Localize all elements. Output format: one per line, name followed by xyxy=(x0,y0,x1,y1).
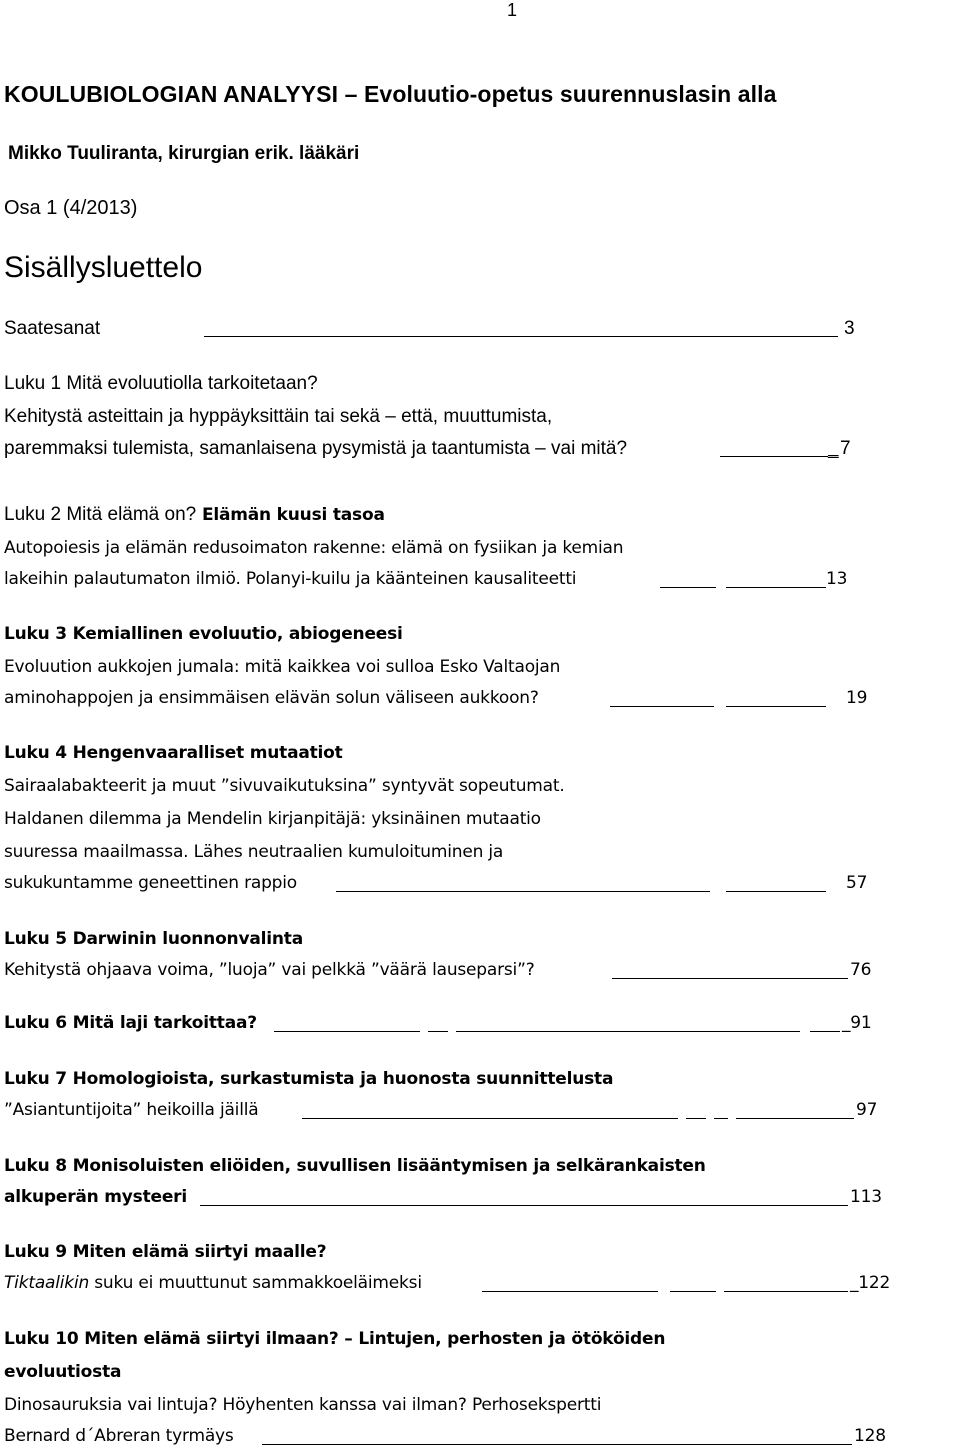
chapter-10-subtitle-line: Bernard d´Abreran tyrmäys xyxy=(4,1426,234,1446)
chapter-7-subtitle-line: ”Asiantuntijoita” heikoilla jäillä xyxy=(4,1100,259,1120)
chapter-1-subtitle-line: Kehitystä asteittain ja hyppäyksittäin tai sekä – että, muuttumista, xyxy=(4,406,553,427)
chapter-5-title[interactable]: Luku 5 Darwinin luonnonvalinta xyxy=(4,929,303,949)
toc-entry-chapter-2[interactable] xyxy=(4,569,884,593)
chapter-10-title[interactable]: Luku 10 Miten elämä siirtyi ilmaan? – Lintujen, perhosten ja ötököiden xyxy=(4,1329,666,1349)
dot-leader xyxy=(736,1100,854,1119)
toc-page-number: 13 xyxy=(826,569,848,589)
dot-leader xyxy=(724,1273,848,1292)
chapter-4-title[interactable]: Luku 4 Hengenvaaralliset mutaatiot xyxy=(4,743,343,763)
dot-leader xyxy=(810,1013,840,1032)
issue-line: Osa 1 (4/2013) xyxy=(4,197,138,219)
dot-leader xyxy=(200,1187,848,1206)
toc-entry-chapter-4[interactable] xyxy=(4,873,884,897)
toc-page-number: _122 xyxy=(850,1273,891,1293)
dot-leader xyxy=(262,1426,852,1445)
toc-page-number: 97 xyxy=(856,1100,878,1120)
toc-page-number: 113 xyxy=(850,1187,882,1207)
dot-leader xyxy=(482,1273,658,1292)
dot-leader xyxy=(610,688,714,707)
dot-leader xyxy=(670,1273,716,1292)
dot-leader xyxy=(336,873,710,892)
toc-entry-chapter-9[interactable] xyxy=(4,1273,891,1297)
chapter-2-title: Luku 2 Mitä elämä on? xyxy=(4,504,197,525)
toc-page-number: _ xyxy=(828,438,839,459)
chapter-5-subtitle-line: Kehitystä ohjaava voima, ”luoja” vai pelkkä ”väärä lauseparsi”? xyxy=(4,960,535,980)
dot-leader xyxy=(686,1100,706,1119)
chapter-10-subtitle-line: Dinosauruksia vai lintuja? Höyhenten kanssa vai ilman? Perhosekspertti xyxy=(4,1395,602,1415)
chapter-2-title-line[interactable] xyxy=(4,503,385,527)
toc-page-number: 76 xyxy=(850,960,872,980)
toc-entry-chapter-10[interactable] xyxy=(4,1426,884,1450)
toc-page-number: 3 xyxy=(844,318,855,339)
chapter-1-subtitle-line: paremmaksi tulemista, samanlaisena pysymistä ja taantumista – vai mitä? xyxy=(4,438,628,459)
toc-entry-chapter-8[interactable] xyxy=(4,1187,884,1211)
chapter-2-subtitle-line: lakeihin palautumaton ilmiö. Polanyi-kuilu ja käänteinen kausaliteetti xyxy=(4,569,577,589)
chapter-1-title[interactable]: Luku 1 Mitä evoluutiolla tarkoitetaan? xyxy=(4,373,318,394)
chapter-3-subtitle-line: Evoluution aukkojen jumala: mitä kaikkea voi sulloa Esko Valtaojan xyxy=(4,657,561,677)
document-title: KOULUBIOLOGIAN ANALYYSI – Evoluutio-opetus suurennuslasin alla xyxy=(4,81,777,107)
dot-leader xyxy=(726,873,826,892)
dot-leader xyxy=(302,1100,678,1119)
chapter-2-title-rest: Elämän kuusi tasoa xyxy=(196,505,385,525)
chapter-7-title[interactable]: Luku 7 Homologioista, surkastumista ja huonosta suunnittelusta xyxy=(4,1069,614,1089)
toc-entry-chapter-3[interactable] xyxy=(4,688,884,712)
chapter-6-title: Luku 6 Mitä laji tarkoittaa? xyxy=(4,1013,257,1033)
chapter-8-title[interactable]: Luku 8 Monisoluisten eliöiden, suvullisen lisääntymisen ja selkärankaisten xyxy=(4,1156,706,1176)
toc-entry-chapter-1[interactable] xyxy=(4,438,884,462)
chapter-4-subtitle-line: Haldanen dilemma ja Mendelin kirjanpitäjä: yksinäinen mutaatio xyxy=(4,809,541,829)
chapter-4-subtitle-line: sukukuntamme geneettinen rappio xyxy=(4,873,297,893)
toc-entry-saatesanat[interactable] xyxy=(4,318,884,342)
page-number: 1 xyxy=(507,0,518,20)
dot-leader xyxy=(660,569,716,588)
chapter-3-title[interactable]: Luku 3 Kemiallinen evoluutio, abiogeneesi xyxy=(4,624,403,644)
dot-leader xyxy=(726,688,826,707)
dot-leader xyxy=(428,1013,448,1032)
toc-entry-label: Saatesanat xyxy=(4,318,101,339)
dot-leader xyxy=(204,318,838,337)
toc-entry-chapter-7[interactable] xyxy=(4,1100,884,1124)
chapter-9-subtitle-line: Tiktaalikin suku ei muuttunut sammakkoeläimeksi xyxy=(4,1273,422,1293)
dot-leader xyxy=(720,438,828,457)
chapter-8-subtitle-line: alkuperän mysteeri xyxy=(4,1187,187,1207)
toc-page-number: 128 xyxy=(854,1426,886,1446)
chapter-9-title[interactable]: Luku 9 Miten elämä siirtyi maalle? xyxy=(4,1242,327,1262)
dot-leader xyxy=(714,1100,728,1119)
chapter-10-title-cont: evoluutiosta xyxy=(4,1362,122,1382)
toc-entry-chapter-5[interactable] xyxy=(4,960,884,984)
chapter-3-subtitle-line: aminohappojen ja ensimmäisen elävän solun väliseen aukkoon? xyxy=(4,688,539,708)
dot-leader xyxy=(274,1013,420,1032)
toc-entry-chapter-6[interactable] xyxy=(4,1013,884,1037)
dot-leader xyxy=(726,569,826,588)
chapter-4-subtitle-line: Sairaalabakteerit ja muut ”sivuvaikutuksina” syntyvät sopeutumat. xyxy=(4,776,565,796)
toc-page-number: _91 xyxy=(842,1013,872,1033)
toc-heading: Sisällysluettelo xyxy=(4,251,203,284)
toc-page-number: 19 xyxy=(846,688,868,708)
author-line: Mikko Tuuliranta, kirurgian erik. lääkäri xyxy=(8,143,360,164)
toc-page-number: 7 xyxy=(840,438,851,459)
chapter-2-subtitle-line: Autopoiesis ja elämän redusoimaton rakenne: elämä on fysiikan ja kemian xyxy=(4,538,624,558)
chapter-4-subtitle-line: suuressa maailmassa. Lähes neutraalien kumuloituminen ja xyxy=(4,842,504,862)
dot-leader xyxy=(612,960,848,979)
toc-page-number: 57 xyxy=(846,873,868,893)
dot-leader xyxy=(456,1013,800,1032)
